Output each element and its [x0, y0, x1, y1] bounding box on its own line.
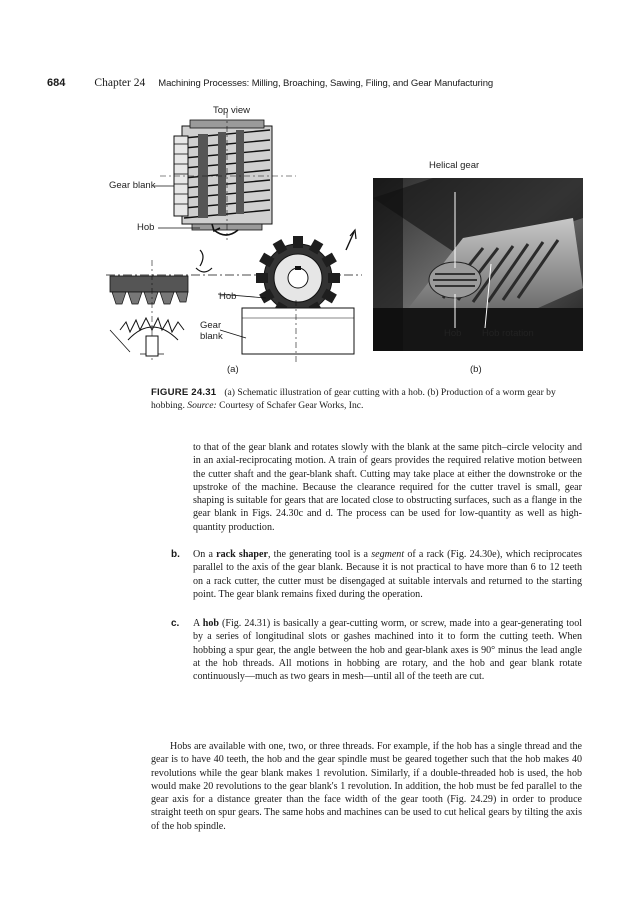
item-b-rest: of a rack (Fig. 24.30e), which reciprocates parallel to the axis of the gear blank. Because it is not practical to have more than 6 to 12 teeth on a rack cutter, the cutter must be disengaged at suitable intervals and returned to the starting point. The gear blank remains fixed during the operation.: [193, 549, 583, 600]
helical-gear-label: Helical gear: [429, 160, 480, 171]
gear-blank-lower-line1: Gear: [200, 320, 222, 331]
segment-term: segment: [371, 549, 405, 560]
panel-b-label: (b): [470, 364, 482, 375]
caption-text: (a) Schematic illustration of gear cutting with a hob. (b) Production of a worm gear by hobbing.: [151, 387, 556, 411]
paragraph-hobs: Hobs are available with one, two, or three threads. For example, if the hob has a single thread and the gear is to have 40 teeth, the hob and the gear spindle must be geared together such that the hob makes 40 revolutions while the gear blank makes 1 revolution. Similarly, if a double-threaded hob is used, the hob would make 20 revolutions to the gear blank's 1 revolution. In addition, the hob must be fed parallel to the gear axis for a distance greater than the face width of the gear tooth (Fig. 24.29) in order to produce straight teeth on spur gears. The same hobs and machines can be used to cut helical gears by tilting the axis of the hob spindle.: [151, 741, 582, 832]
hob-top-view: [154, 112, 296, 240]
item-b-mid: , the generating tool is a: [267, 549, 372, 560]
list-marker-b: b.: [171, 549, 180, 560]
top-view-label: Top view: [213, 105, 250, 116]
caption-source-label: Source:: [187, 400, 217, 411]
hob-label-middle: Hob: [219, 291, 237, 302]
gear-blank-label: Gear blank: [109, 180, 156, 191]
hob-photo-label: Hob: [444, 328, 462, 339]
rack-shaper-term: rack shaper: [216, 549, 268, 560]
hobbing-photo: [373, 178, 583, 351]
chapter-label: Chapter 24: [94, 77, 146, 89]
hobbing-photo-art: [373, 178, 583, 351]
hob-label-top: Hob: [137, 222, 155, 233]
page-number: 684: [47, 77, 66, 89]
running-header: [47, 77, 493, 89]
figure-number: FIGURE 24.31: [151, 387, 217, 398]
panel-a-label: (a): [227, 364, 239, 375]
hob-term: hob: [202, 618, 219, 629]
list-item-c: [171, 617, 582, 683]
gear-blank-lower-line2: blank: [200, 331, 223, 342]
item-b-lead: On a: [193, 549, 217, 560]
caption-source: Courtesy of Schafer Gear Works, Inc.: [219, 400, 364, 411]
hob-schematic-diagram: [100, 100, 370, 370]
chapter-title: Machining Processes: Milling, Broaching, Sawing, Filing, and Gear Manufacturing: [158, 78, 494, 89]
list-item-b: [171, 548, 582, 601]
list-marker-c: c.: [171, 618, 180, 629]
item-c-rest: (Fig. 24.31) is basically a gear-cutting worm, or screw, made into a gear-generating tool by a series of longitudinal slots or gashes machined into it to form the cutting teeth. When hobbing a spur gear, the angle between the hob and gear-blank axes is 90° minus the lead angle at the hob threads. All motions in hobbing are rotary, and the hob and gear blank rotate continuously—much as two gears in mesh—until all of the teeth are cut.: [193, 618, 583, 682]
hob-rotation-label: Hob rotation: [482, 328, 534, 339]
item-c-lead: A: [193, 618, 203, 629]
figure-caption: [151, 386, 581, 412]
paragraph-continuation: to that of the gear blank and rotates slowly with the blank at the same pitch–circle velocity and in an axial-reciprocating motion. A train of gears provides the required relative motion between the cutter shaft and the gear-blank shaft. Cutting may take place at either the downstroke or the upstroke of the machine. Because the clearance required for the cutter travel is small, gear shaping is suitable for gears that are located close to obstructing surfaces, such as a flange in the gear blank in Figs. 24.30c and d. The process can be used for low-quantity as well as high-quantity production.: [193, 442, 582, 533]
